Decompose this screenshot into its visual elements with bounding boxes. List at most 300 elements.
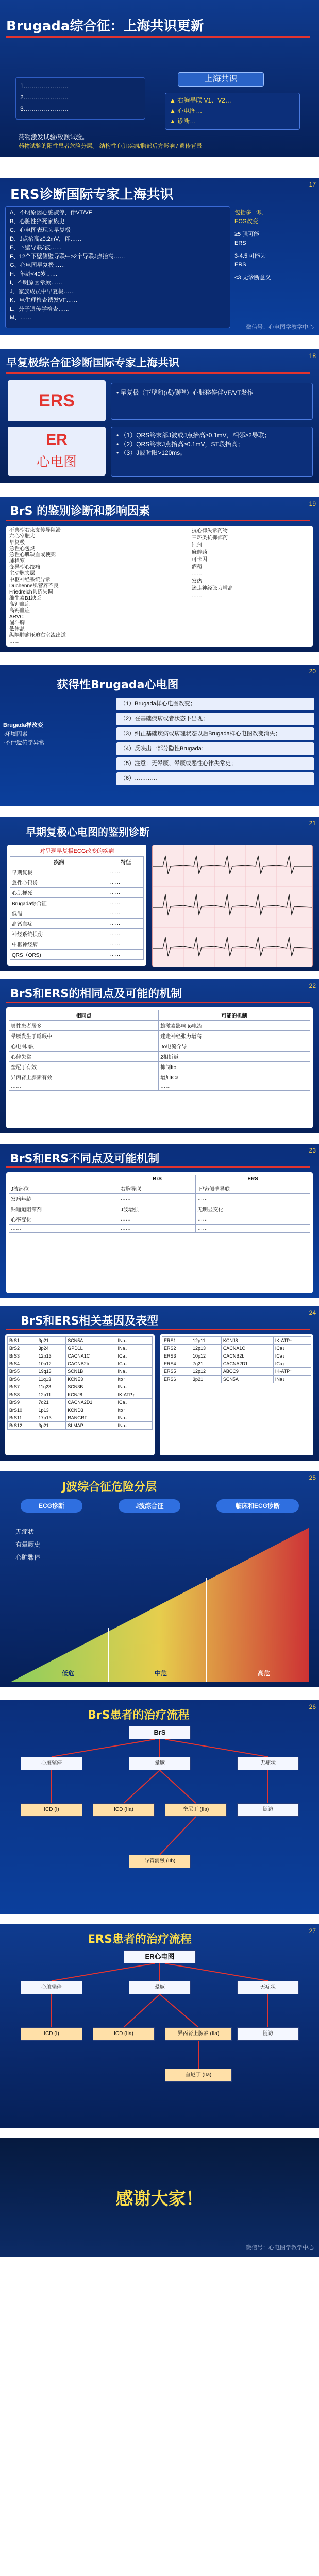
page-number: 18	[309, 352, 316, 360]
risk-level-high: 高危	[258, 1670, 271, 1677]
slide-title: BrS患者的治疗流程	[88, 1709, 190, 1722]
table-cell: BrS7	[8, 1383, 37, 1391]
table-row	[10, 908, 144, 919]
table-cell: ……	[196, 1225, 310, 1233]
page-number: 19	[309, 500, 316, 507]
list-item: ……	[192, 593, 202, 599]
slide-title: ERS诊断国际专家上海共识	[10, 187, 174, 202]
clinical-pill: 临床和ECG诊断	[216, 1499, 299, 1513]
table-cell: INa↓	[273, 1376, 311, 1383]
table-row	[162, 1368, 311, 1376]
table-cell: ERS4	[162, 1360, 191, 1368]
table-cell: 男性患者居多	[9, 1021, 159, 1031]
table-row	[9, 1062, 310, 1072]
table-row	[162, 1360, 311, 1368]
page-number: 27	[309, 1927, 316, 1935]
score-line: ERS	[234, 262, 246, 268]
table-cell: BrS4	[8, 1360, 37, 1368]
table-cell: 下壁/侧壁导联	[196, 1183, 310, 1194]
table-cell: ……	[196, 1194, 310, 1204]
table-row	[9, 1021, 310, 1031]
page-number: 20	[309, 668, 316, 675]
table-cell: 10p12	[37, 1360, 66, 1368]
table-row	[9, 1072, 310, 1082]
slide-ers-treatment	[0, 1924, 319, 2128]
table-cell: 右胸导联	[119, 1183, 195, 1194]
table-header	[9, 1175, 119, 1183]
table-cell: Brugada综合征	[10, 898, 108, 908]
table-cell: 12p11	[37, 1391, 66, 1399]
table-cell: INa↓	[116, 1414, 152, 1422]
list-item: 锂剂	[192, 543, 202, 548]
table-cell: CACNA2D1	[221, 1360, 273, 1368]
badge	[178, 72, 264, 87]
list-item: ……	[9, 639, 20, 645]
score-line: 包括多一项	[234, 210, 263, 216]
table-cell: SLMAP	[66, 1422, 116, 1430]
page-number: 17	[309, 181, 316, 188]
slide-brugada-update	[0, 0, 319, 157]
table-row	[10, 867, 144, 877]
list-item: Duchenne肌营养不良	[9, 583, 59, 589]
table-cell: ……	[108, 898, 144, 908]
table-title: 对呈现早复极ECG改变的疾病	[39, 848, 114, 854]
list-item: 左心室肥大	[9, 534, 35, 539]
table-cell: CACNA2D1	[66, 1399, 116, 1406]
table-row	[10, 919, 144, 929]
items-panel	[116, 696, 314, 787]
risk-item: 无症状	[15, 1528, 35, 1535]
table-cell: INa↓	[116, 1345, 152, 1352]
table-cell: ……	[108, 908, 144, 919]
table-row	[8, 1391, 153, 1399]
criteria-item: C、心电图表现为早复极	[10, 227, 71, 233]
flow-node: 无症状	[237, 1981, 299, 1994]
table-cell: 心率变化	[9, 1214, 119, 1225]
table-cell: CACNA1C	[66, 1352, 116, 1360]
ecg-image	[152, 845, 313, 967]
table-cell: ERS1	[162, 1337, 191, 1345]
card-line: ▲ 右胸导联 V1、V2…	[170, 97, 231, 104]
risk-level-mid: 中危	[155, 1670, 167, 1677]
table-row	[10, 888, 144, 898]
table-cell: Ito电流介导	[159, 1041, 310, 1052]
table-cell: ……	[108, 888, 144, 898]
er-label-box	[8, 427, 106, 476]
ecg-trace-icon	[153, 845, 312, 967]
flow-node: 心脏骤停	[21, 1981, 82, 1994]
ecg-pill: ECG诊断	[21, 1499, 82, 1513]
table-cell: 3p21	[37, 1337, 66, 1345]
table-row	[9, 1041, 310, 1052]
score-panel	[234, 209, 314, 282]
risk-level-low: 低危	[62, 1670, 75, 1677]
table-row	[8, 1406, 153, 1414]
criteria-item: E、下壁导联J波……	[10, 245, 62, 251]
table-cell: 奎尼丁有效	[9, 1062, 159, 1072]
er-label: ER	[46, 431, 68, 448]
diff-table	[10, 856, 144, 960]
table-row	[8, 1414, 153, 1422]
table-cell: ……	[9, 1225, 119, 1233]
table-cell: INa↓	[116, 1368, 152, 1376]
table-cell: ……	[108, 929, 144, 939]
table-cell: 抑制Ito	[159, 1062, 310, 1072]
table-cell: 12p11	[191, 1337, 222, 1345]
table-cell: ……	[108, 939, 144, 950]
table-cell: ICa↓	[273, 1345, 311, 1352]
table-cell: ……	[159, 1082, 310, 1091]
bottom-text: 药物激发试验/致颤试验。	[19, 133, 89, 141]
slide-title: BrS 的鉴别诊断和影响因素	[10, 505, 150, 518]
left-line: 2.…………………	[20, 94, 69, 101]
table-cell: ……	[108, 950, 144, 960]
item: （5）注意：无晕厥、晕厥或恶性心律失常史；	[116, 757, 314, 770]
table-cell: KCNE3	[66, 1376, 116, 1383]
slide-thanks	[0, 2138, 319, 2257]
table-row	[8, 1360, 153, 1368]
table-header: 可能的机制	[159, 1010, 310, 1021]
flow-node: 异丙肾上腺素 (IIa)	[165, 2027, 232, 2041]
left-line: 1.…………………	[20, 82, 69, 90]
title-underline	[6, 1166, 310, 1168]
table-cell: 12p13	[191, 1345, 222, 1352]
table-cell: 心电图J波	[9, 1041, 159, 1052]
table-row	[9, 1052, 310, 1062]
score-line: ECG改变	[234, 218, 258, 225]
table-row	[8, 1376, 153, 1383]
flow-node: 无症状	[237, 1757, 299, 1770]
gene-table	[7, 1336, 153, 1430]
slide-genes	[0, 1306, 319, 1461]
table-row	[9, 1214, 310, 1225]
table-panel	[6, 1172, 313, 1293]
table-row	[9, 1183, 310, 1194]
er-text-box	[111, 427, 313, 477]
table-cell: KCNJ8	[66, 1391, 116, 1399]
slide-acquired-brugada	[0, 665, 319, 806]
table-cell: SCN5A	[66, 1337, 116, 1345]
table-cell: RANGRF	[66, 1414, 116, 1422]
table-cell: ICa↓	[116, 1399, 152, 1406]
table-cell: IK-ATP↑	[273, 1337, 311, 1345]
table-panel	[7, 845, 146, 966]
criteria-item: F、12个下壁侧壁导联中≥2个导联J点抬高……	[10, 253, 125, 260]
page-number: 26	[309, 1703, 316, 1710]
table-cell: 晕厥发生于睡眠中	[9, 1031, 159, 1041]
table-cell: ……	[108, 919, 144, 929]
card-line: ▲ 诊断…	[170, 117, 196, 125]
table-cell: ……	[119, 1214, 195, 1225]
item: （1）Brugada样心电图改变；	[116, 698, 314, 710]
page-number: 25	[309, 1474, 316, 1481]
table-cell: 1p13	[37, 1406, 66, 1414]
page-number: 22	[309, 982, 316, 989]
card	[165, 93, 300, 130]
flow-node: ICD (I)	[21, 1803, 82, 1817]
table-cell: BrS9	[8, 1399, 37, 1406]
list-item: 低体温	[9, 626, 25, 632]
table-cell: BrS6	[8, 1376, 37, 1383]
table-cell: Ito↑	[116, 1406, 152, 1414]
table-cell: INa↓	[116, 1383, 152, 1391]
table-cell: GPD1L	[66, 1345, 116, 1352]
badge-label: 上海共识	[204, 75, 238, 83]
table-cell: J波增强	[119, 1204, 195, 1214]
flow-node: 奎尼丁 (IIa)	[165, 1803, 227, 1817]
table-row	[9, 1194, 310, 1204]
slide-er-differential	[0, 817, 319, 971]
table-cell: 雄激素影响Ito电流	[159, 1021, 310, 1031]
flow-node: ICD (I)	[21, 2027, 82, 2041]
table-cell: 迷走神经张力增高	[159, 1031, 310, 1041]
table-cell: BrS8	[8, 1391, 37, 1399]
list-item: 漏斗胸	[9, 620, 25, 626]
table-row	[10, 898, 144, 908]
table-row	[10, 857, 144, 867]
table-cell: 急性心包炎	[10, 877, 108, 888]
thanks-title: 感谢大家！	[115, 2189, 204, 2209]
left-line: ·环境因素	[3, 731, 28, 737]
flow-node: 随访	[237, 1803, 299, 1817]
table-cell: CACNB2b	[66, 1360, 116, 1368]
title-underline	[6, 36, 310, 38]
table-cell: INa↓	[116, 1422, 152, 1430]
flow-node: ICD (IIa)	[93, 1803, 155, 1817]
slide-j-risk	[0, 1471, 319, 1687]
table-header: 相同点	[9, 1010, 159, 1021]
j-pill: J波综合征	[119, 1499, 180, 1513]
criteria-item: G、心电图早复极……	[10, 262, 65, 268]
table-cell: 19q13	[37, 1368, 66, 1376]
left-line: 3.…………………	[20, 105, 69, 112]
flow-top: ER心电图	[124, 1950, 196, 1963]
left-list	[9, 528, 184, 645]
table-cell: ……	[119, 1194, 195, 1204]
list-item: 迷走神经张力增高	[192, 586, 233, 591]
page-number: 24	[309, 1309, 316, 1316]
table-row	[8, 1352, 153, 1360]
table-row	[8, 1383, 153, 1391]
table-row	[9, 1175, 310, 1183]
table-row	[10, 939, 144, 950]
table-cell: 3p21	[37, 1422, 66, 1430]
ers-label: ERS	[39, 391, 75, 411]
criteria-item: I、不明原因晕厥……	[10, 280, 63, 286]
table-cell: 7q21	[191, 1360, 222, 1368]
table-cell: 发病年龄	[9, 1194, 119, 1204]
slide-brs-ers-diff	[0, 1144, 319, 1298]
risk-triangle-icon	[0, 1517, 319, 1687]
table-header: 特征	[108, 857, 144, 867]
score-line: ≥5 强可能	[234, 231, 260, 238]
card-line: ▲ 心电图…	[170, 107, 203, 114]
watermark: 微信号：心电图学教学中心	[246, 2245, 314, 2251]
table-row	[10, 950, 144, 960]
watermark: 微信号：心电图学教学中心	[246, 324, 314, 330]
list-item: 急性心包炎	[9, 546, 35, 552]
table-cell: 10p12	[191, 1352, 222, 1360]
table-header: 疾病	[10, 857, 108, 867]
slide-brs-differential	[0, 497, 319, 652]
list-item: 不典型右束支传导阻滞	[9, 528, 61, 533]
table-cell: QRS（ORS)	[10, 950, 108, 960]
differential-panel	[6, 526, 313, 647]
table-cell: ERS3	[162, 1352, 191, 1360]
flow-top: BrS	[129, 1726, 191, 1739]
table-cell: BrS5	[8, 1368, 37, 1376]
list-item: 可卡因	[192, 557, 207, 563]
flow-node: 随访	[237, 2027, 299, 2041]
criteria-item: D、J点抬高≥0.2mV，伴……	[10, 236, 82, 242]
flow-node: 心脏骤停	[21, 1757, 82, 1770]
table-cell: 早期复极	[10, 867, 108, 877]
list-item: 主动脉夹层	[9, 571, 35, 577]
criteria-item: K、电生理检查诱发VF……	[10, 297, 78, 303]
slide-brs-ers-same	[0, 979, 319, 1133]
list-item: 早复极	[9, 540, 25, 546]
right-list	[192, 528, 308, 600]
item: （3）纠正基础疾病或病理状态以后Brugada样心电图改变消失；	[116, 727, 314, 740]
score-line: <3 无诊断意义	[234, 275, 271, 281]
flow-node: 晕厥	[129, 1757, 191, 1770]
table-header: BrS	[119, 1175, 195, 1183]
page-number: 21	[309, 820, 316, 827]
diff-table	[9, 1175, 310, 1233]
list-item: 维生素B1缺乏	[9, 596, 42, 601]
slide-title: ERS患者的治疗流程	[88, 1933, 192, 1946]
table-row	[162, 1337, 311, 1345]
table-row	[9, 1225, 310, 1233]
ers-label-box	[8, 380, 106, 421]
table-cell: ……	[196, 1214, 310, 1225]
table-cell: 3p21	[191, 1376, 222, 1383]
slide-title: BrS和ERS相关基因及表型	[21, 1315, 159, 1328]
ecg-label: 心电图	[36, 454, 77, 469]
brs-gene-table	[5, 1334, 155, 1455]
ers-text: • 早复极（下壁和(或)侧壁）心脏猝停伴VF/VT发作	[116, 389, 254, 396]
ers-text-box	[111, 383, 313, 420]
table-row	[8, 1345, 153, 1352]
table-cell: 7q21	[37, 1399, 66, 1406]
table-cell: 心肌梗死	[10, 888, 108, 898]
left-title: Brugada样改变	[3, 722, 43, 728]
list-item: 中枢神经系统异常	[9, 577, 51, 583]
flow-node: ICD (IIa)	[93, 2027, 155, 2041]
criteria-item: J、家族成员中早复极……	[10, 289, 75, 295]
table-row	[9, 1204, 310, 1214]
table-cell: BrS10	[8, 1406, 37, 1414]
table-cell: 异丙肾上腺素有效	[9, 1072, 159, 1082]
table-cell: ICa↓	[116, 1352, 152, 1360]
title-underline	[6, 372, 310, 374]
left-panel	[3, 721, 60, 748]
criteria-item: A、不明原因心脏骤停，伴VT/VF	[10, 210, 92, 216]
list-item: ……	[192, 571, 202, 577]
table-cell: 增加ICa	[159, 1072, 310, 1082]
table-cell: ……	[9, 1082, 159, 1091]
list-item: ARVC	[9, 614, 24, 620]
item: （4）反映出一部分隐性Brugada；	[116, 742, 314, 755]
gene-table	[162, 1336, 311, 1383]
page-number: 23	[309, 1147, 316, 1154]
table-cell: ……	[119, 1225, 195, 1233]
score-line: ERS	[234, 240, 246, 246]
table-row	[10, 929, 144, 939]
table-row	[162, 1352, 311, 1360]
table-cell: BrS3	[8, 1352, 37, 1360]
table-cell: CACNB2b	[221, 1352, 273, 1360]
table-row	[162, 1376, 311, 1383]
table-cell: 2相折返	[159, 1052, 310, 1062]
slide-brs-treatment	[0, 1700, 319, 1914]
table-cell: 神经系统损伤	[10, 929, 108, 939]
er-text: • （1）QRS终末部J波或J点抬高≥0.1mV，相邻≥2导联； • （2）QRS终末J点抬高≥0.1mV，ST段抬高； • （3）J波时限>120ms。	[116, 432, 271, 456]
table-cell: IK-ATP↑	[273, 1368, 311, 1376]
list-item: 三环类抗抑郁药	[192, 535, 228, 541]
slide-title: J波综合征危险分层	[62, 1481, 157, 1494]
same-table	[9, 1010, 310, 1091]
slide-title: 早期复极心电图的鉴别诊断	[26, 826, 149, 838]
left-line: ·不伴遗传学异常	[3, 740, 45, 746]
score-line: 3-4.5 可能为	[234, 253, 266, 259]
table-cell: Ito↑	[116, 1376, 152, 1383]
list-item: 高钙血症	[9, 608, 30, 614]
list-item: 高钾血症	[9, 602, 30, 607]
table-row	[8, 1422, 153, 1430]
title-underline	[6, 1002, 310, 1003]
table-cell: 中枢神经病	[10, 939, 108, 950]
table-cell: 无明显变化	[196, 1204, 310, 1214]
criteria-item: L、分子遗传学检查……	[10, 306, 70, 312]
criteria-panel	[5, 206, 230, 328]
title-underline	[6, 1329, 310, 1330]
list-item: 发热	[192, 579, 202, 584]
table-cell: 12p12	[191, 1368, 222, 1376]
flow-node: 导管消融 (IIb)	[129, 1855, 191, 1868]
table-cell: BrS1	[8, 1337, 37, 1345]
criteria-item: H、年龄<40岁……	[10, 271, 58, 277]
list-item: 麻醉药	[192, 550, 207, 555]
flow-node: 晕厥	[129, 1981, 191, 1994]
list-item: 纵隔肿瘤压迫右室流出道	[9, 633, 66, 638]
table-cell: ABCC9	[221, 1368, 273, 1376]
criteria-item: B、心脏性猝死家族史	[10, 218, 65, 225]
list-item: Friedreich共济失调	[9, 589, 53, 595]
table-cell: SCN3B	[66, 1383, 116, 1391]
table-cell: CACNA1C	[221, 1345, 273, 1352]
table-cell: 钠通道阻滞剂	[9, 1204, 119, 1214]
slide-title: BrS和ERS的相同点及可能的机制	[10, 988, 182, 1001]
table-cell: ……	[108, 877, 144, 888]
table-cell: KCNJ8	[221, 1337, 273, 1345]
table-header: ERS	[196, 1175, 310, 1183]
table-row	[9, 1031, 310, 1041]
table-cell: ERS2	[162, 1345, 191, 1352]
table-cell: 11q13	[37, 1376, 66, 1383]
slide-title: 早复极综合征诊断国际专家上海共识	[6, 357, 179, 369]
table-cell: 17p13	[37, 1414, 66, 1422]
table-cell: 高钙血症	[10, 919, 108, 929]
criteria-item: M、……	[10, 315, 32, 321]
table-row	[10, 877, 144, 888]
table-cell: SCN5A	[221, 1376, 273, 1383]
list-item: 急性心肌缺血或梗死	[9, 552, 56, 558]
table-cell: ERS6	[162, 1376, 191, 1383]
table-cell: 11q23	[37, 1383, 66, 1391]
table-cell: ICa↓	[273, 1352, 311, 1360]
table-cell: BrS12	[8, 1422, 37, 1430]
